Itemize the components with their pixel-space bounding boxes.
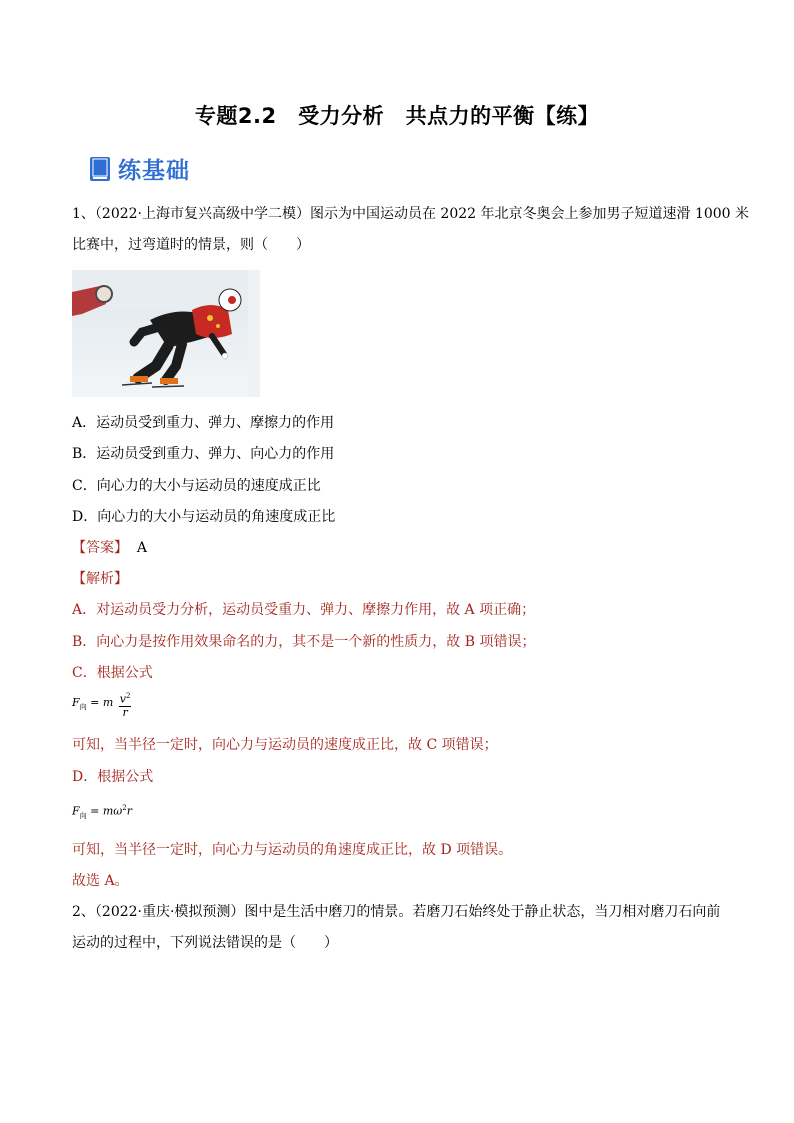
answer-value: A xyxy=(136,540,148,556)
section-title: 练基础 xyxy=(118,158,190,184)
page-title: 专题2.2 受力分析 共点力的平衡【练】 xyxy=(194,104,600,128)
formula-centripetal-velocity xyxy=(72,690,131,719)
option-c: C．向心力的大小与运动员的速度成正比 xyxy=(72,478,321,494)
analysis-final: 故选 A。 xyxy=(72,873,129,889)
speed-skating-photo xyxy=(72,270,260,397)
analysis-label: 【解析】 xyxy=(72,571,128,587)
formula2-tail: r xyxy=(126,804,132,818)
formula2-lhs: F xyxy=(72,804,80,818)
formula1-num: v xyxy=(119,692,126,706)
formula1-den: r xyxy=(122,705,128,719)
analysis-c-intro: C．根据公式 xyxy=(72,665,153,681)
question-1-stem-line-2: 比赛中，过弯道时的情景，则（ ） xyxy=(72,237,310,253)
answer-label: 【答案】 xyxy=(72,540,128,556)
question-2-stem-line-1: 2、（2022·重庆·模拟预测）图中是生活中磨刀的情景。若磨刀石始终处于静止状态，当刀相对磨刀石向前 xyxy=(72,904,721,920)
formula2-eq: = mω xyxy=(86,804,123,818)
analysis-d-conclusion: 可知，当半径一定时，向心力与运动员的角速度成正比，故 D 项错误。 xyxy=(72,842,513,858)
formula-centripetal-angular xyxy=(72,804,132,821)
analysis-d-intro: D．根据公式 xyxy=(72,769,154,785)
formula1-eq: = m xyxy=(86,696,114,710)
book-icon xyxy=(90,157,110,181)
option-a: A．运动员受到重力、弹力、摩擦力的作用 xyxy=(72,415,335,431)
question-1-stem-line-1: 1、（2022·上海市复兴高级中学二模）图示为中国运动员在 2022 年北京冬奥会上参加男子短道速滑 1000 米 xyxy=(72,206,750,222)
answer-line xyxy=(72,538,147,558)
analysis-b: B．向心力是按作用效果命名的力，其不是一个新的性质力，故 B 项错误； xyxy=(72,634,536,650)
question-2-stem-line-2: 运动的过程中，下列说法错误的是（ ） xyxy=(72,935,338,951)
analysis-c-conclusion: 可知，当半径一定时，向心力与运动员的速度成正比，故 C 项错误； xyxy=(72,737,498,753)
formula2-sub: 向 xyxy=(79,811,87,820)
formula1-sup: 2 xyxy=(126,692,131,700)
option-b: B．运动员受到重力、弹力、向心力的作用 xyxy=(72,446,335,462)
section-heading xyxy=(90,152,190,185)
formula2-sup: 2 xyxy=(122,804,127,812)
formula1-sub: 向 xyxy=(79,703,87,712)
option-d: D．向心力的大小与运动员的角速度成正比 xyxy=(72,509,336,525)
analysis-a: A．对运动员受力分析，运动员受重力、弹力、摩擦力作用，故 A 项正确； xyxy=(72,602,536,618)
formula1-lhs: F xyxy=(72,696,80,710)
